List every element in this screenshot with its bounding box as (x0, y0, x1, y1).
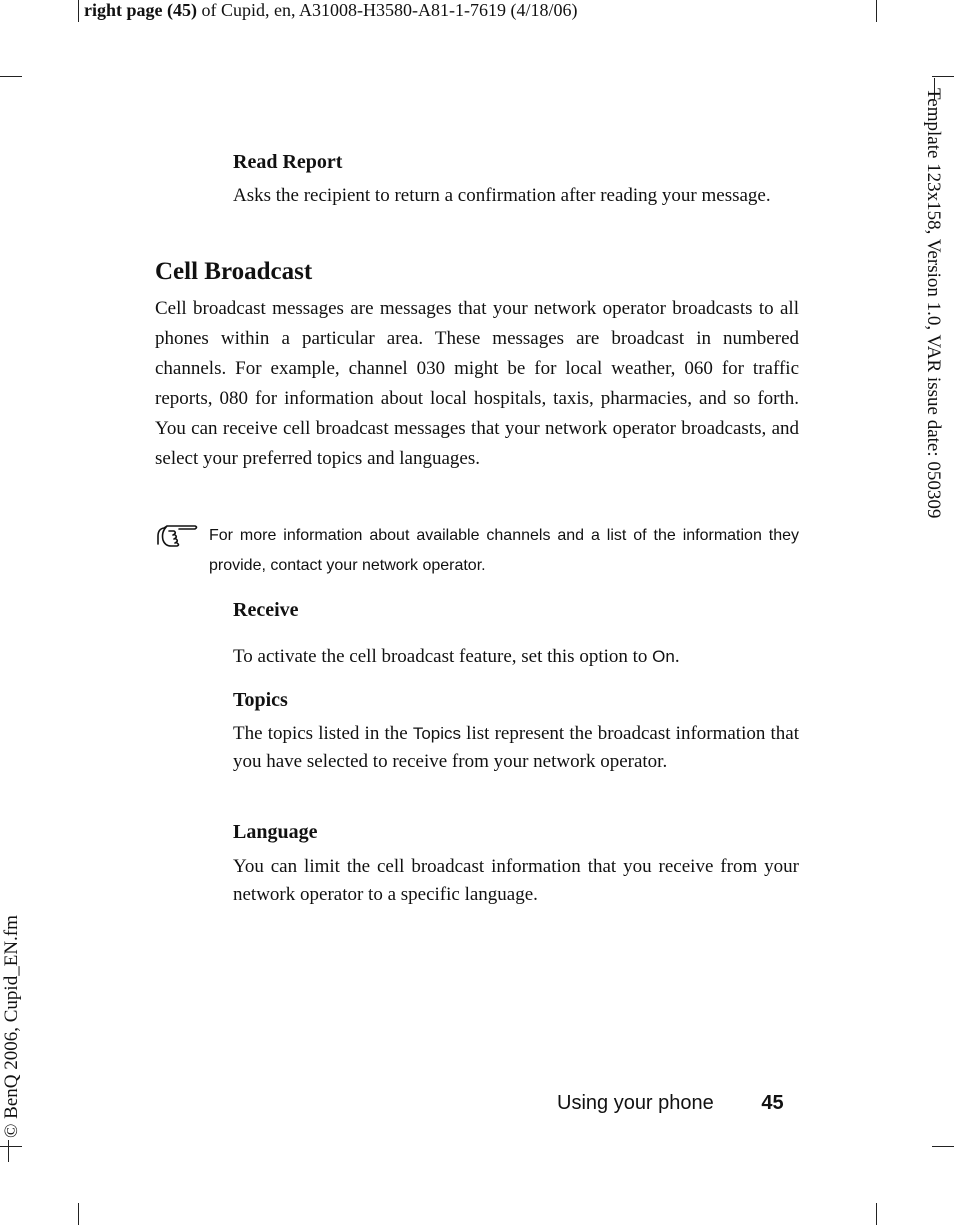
crop-mark (78, 1203, 79, 1225)
topics-text-before: The topics listed in the (233, 723, 413, 744)
crop-mark (0, 76, 22, 77)
crop-mark (876, 1203, 877, 1225)
language-text: You can limit the cell broadcast information that you receive from your network operator to a specific language. (233, 856, 799, 905)
topics-term: Topics (412, 724, 462, 743)
read-report-text: Asks the recipient to return a confirmation after reading your message. (233, 185, 771, 206)
receive-term: On (652, 647, 675, 666)
print-header-info: of Cupid, en, A31008-H3580-A81-1-7619 (4/18/06) (196, 0, 578, 20)
pointing-hand-icon (155, 524, 201, 550)
page-footer (557, 1092, 784, 1115)
page-number: 45 (761, 1092, 784, 1114)
crop-mark (932, 1146, 954, 1147)
crop-mark (876, 0, 877, 22)
crop-mark (0, 1146, 22, 1147)
crop-mark (932, 76, 954, 77)
cell-broadcast-heading: Cell Broadcast (155, 258, 313, 285)
read-report-heading: Read Report (233, 151, 343, 173)
topics-text-after: list represent the broadcast information that you have selected to receive from your network operator. (233, 723, 800, 772)
receive-text-after: . (674, 646, 680, 667)
print-header-page: right page (45) (84, 0, 197, 20)
topics-heading: Topics (233, 689, 288, 711)
cell-broadcast-text: Cell broadcast messages are messages that your network operator broadcasts to all phones within a particular area. These messages are broadcast in numbered channels. For example, channel 030 might be for local weather, 060 for traffic reports, 080 for information about local hospitals, taxis, pharmacies, and so forth. You can receive cell broadcast messages that your network operator broadcasts, and select your preferred topics and languages. (155, 298, 799, 469)
receive-text (233, 643, 813, 671)
footer-section: Using your phone (557, 1092, 714, 1114)
copyright-info: © BenQ 2006, Cupid_EN.fm (1, 915, 22, 1138)
crop-mark (8, 1140, 9, 1162)
language-heading: Language (233, 821, 318, 843)
template-info: Template 123x158, Version 1.0, VAR issue date: 050309 (923, 88, 944, 519)
receive-text-before: To activate the cell broadcast feature, set this option to (233, 646, 653, 667)
note-text: For more information about available channels and a list of the information they provide, contact your network operator. (209, 527, 799, 574)
topics-text (233, 720, 799, 776)
receive-heading: Receive (233, 599, 299, 621)
crop-mark (78, 0, 79, 22)
print-header (84, 0, 577, 20)
